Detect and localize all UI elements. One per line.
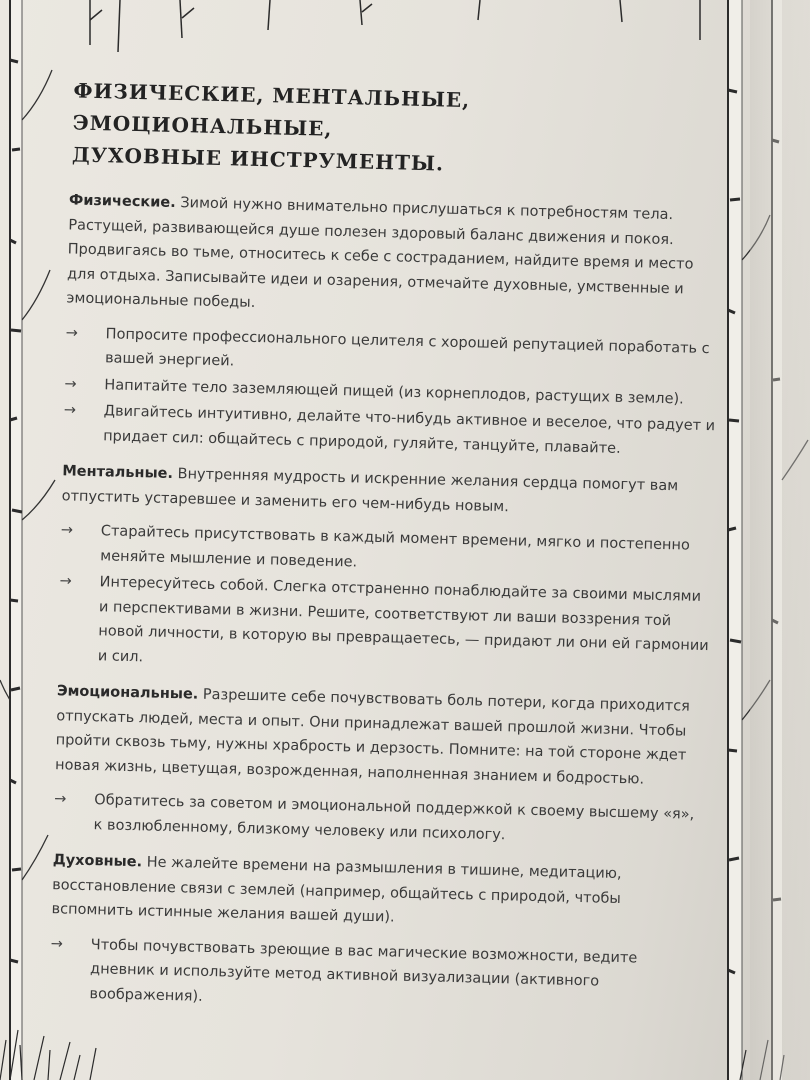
section-heading: Физические. — [68, 192, 176, 211]
bullet-text: Интересуйтесь собой. Слегка отстраненно понаблюдайте за своими мыслями и перспективами в жизни. Решите, соответствуют ли ваши воззрения той новой личности, в которую вы превращаетесь, — придают ли они ей гармонии и сил. — [97, 574, 709, 665]
bullet-item — [58, 569, 712, 683]
arrow-icon: → — [64, 375, 77, 393]
bullet-text: Старайтесь присутствовать в каждый момент времени, мягко и постепенно меняйте мышление и поведение. — [100, 523, 691, 571]
section-heading: Ментальные. — [62, 463, 174, 482]
bullet-item — [49, 932, 703, 1021]
title-line: ДУХОВНЫЕ ИНСТРУМЕНТЫ. — [71, 142, 445, 176]
bullet-item — [53, 787, 706, 852]
bullet-text: Двигайтесь интуитивно, делайте что-нибудь активное и веселое, что радует и придает сил: общайтесь с природой, гуляйте, танцуйте, плавайте. — [102, 403, 716, 457]
section-physical — [66, 188, 721, 326]
section-text: Разрешите себе почувствовать боль потери, когда приходится отпускать людей, места и опыт. Они принадлежат вашей прошлой жизни. Чтобы пройти сквозь тьму, нужны храбрость и дерзость. Помните: на той стороне ждет новая жизнь, цветущая, возрожденная, наполненная знанием и бодростью. — [54, 686, 691, 788]
arrow-icon: → — [60, 522, 74, 539]
bullet-text: Обратитесь за советом и эмоциональной поддержкой к своему высшему «я», к возлюбленному, близкому человеку или психологу. — [93, 792, 695, 843]
arrow-icon: → — [50, 935, 64, 952]
section-heading: Духовные. — [52, 852, 143, 871]
title-line: ФИЗИЧЕСКИЕ, МЕНТАЛЬНЫЕ, ЭМОЦИОНАЛЬНЫЕ, — [72, 78, 471, 141]
section-emotional — [55, 679, 709, 793]
bullet-text: Чтобы почувствовать зреющие в вас магические возможности, ведите дневник и используйте метод активной визуализации (активного воображения). — [89, 936, 638, 1005]
arrow-icon: → — [63, 402, 77, 419]
bullet-text: Напитайте тело заземляющей пищей (из корнеплодов, растущих в земле). — [104, 376, 684, 407]
section-text: Не жалейте времени на размышления в тишине, медитацию, восстановление связи с землей (например, общайтесь с природой, чтобы вспомнить истинные желания вашей души). — [51, 854, 622, 926]
arrow-icon: → — [65, 324, 79, 342]
section-heading: Эмоциональные. — [56, 683, 199, 703]
page-title — [72, 74, 724, 186]
section-text: Зимой нужно внимательно прислушаться к потребностям тела. Растущей, развивающейся душе полезен здоровый баланс движения и покоя. Продвигаясь во тьме, относитесь к себе с состраданием, найдите время и место для отдыха. Записывайте идеи и озарения, отмечайте духовные, умственные и эмоциональные победы. — [66, 194, 694, 311]
section-text: Внутренняя мудрость и искренние желания сердца помогут вам отпустить устаревшее и заменить его чем-нибудь новым. — [61, 465, 679, 515]
page-edge — [750, 0, 810, 1080]
page-content — [33, 74, 724, 1023]
section-spiritual — [51, 848, 705, 937]
arrow-icon: → — [59, 573, 72, 590]
arrow-icon: → — [54, 791, 67, 808]
birch-illustration-top — [60, 0, 740, 60]
section-mental — [61, 459, 714, 524]
bullet-text: Попросите профессионального целителя с хорошей репутацией поработать с вашей энергией. — [104, 325, 710, 370]
